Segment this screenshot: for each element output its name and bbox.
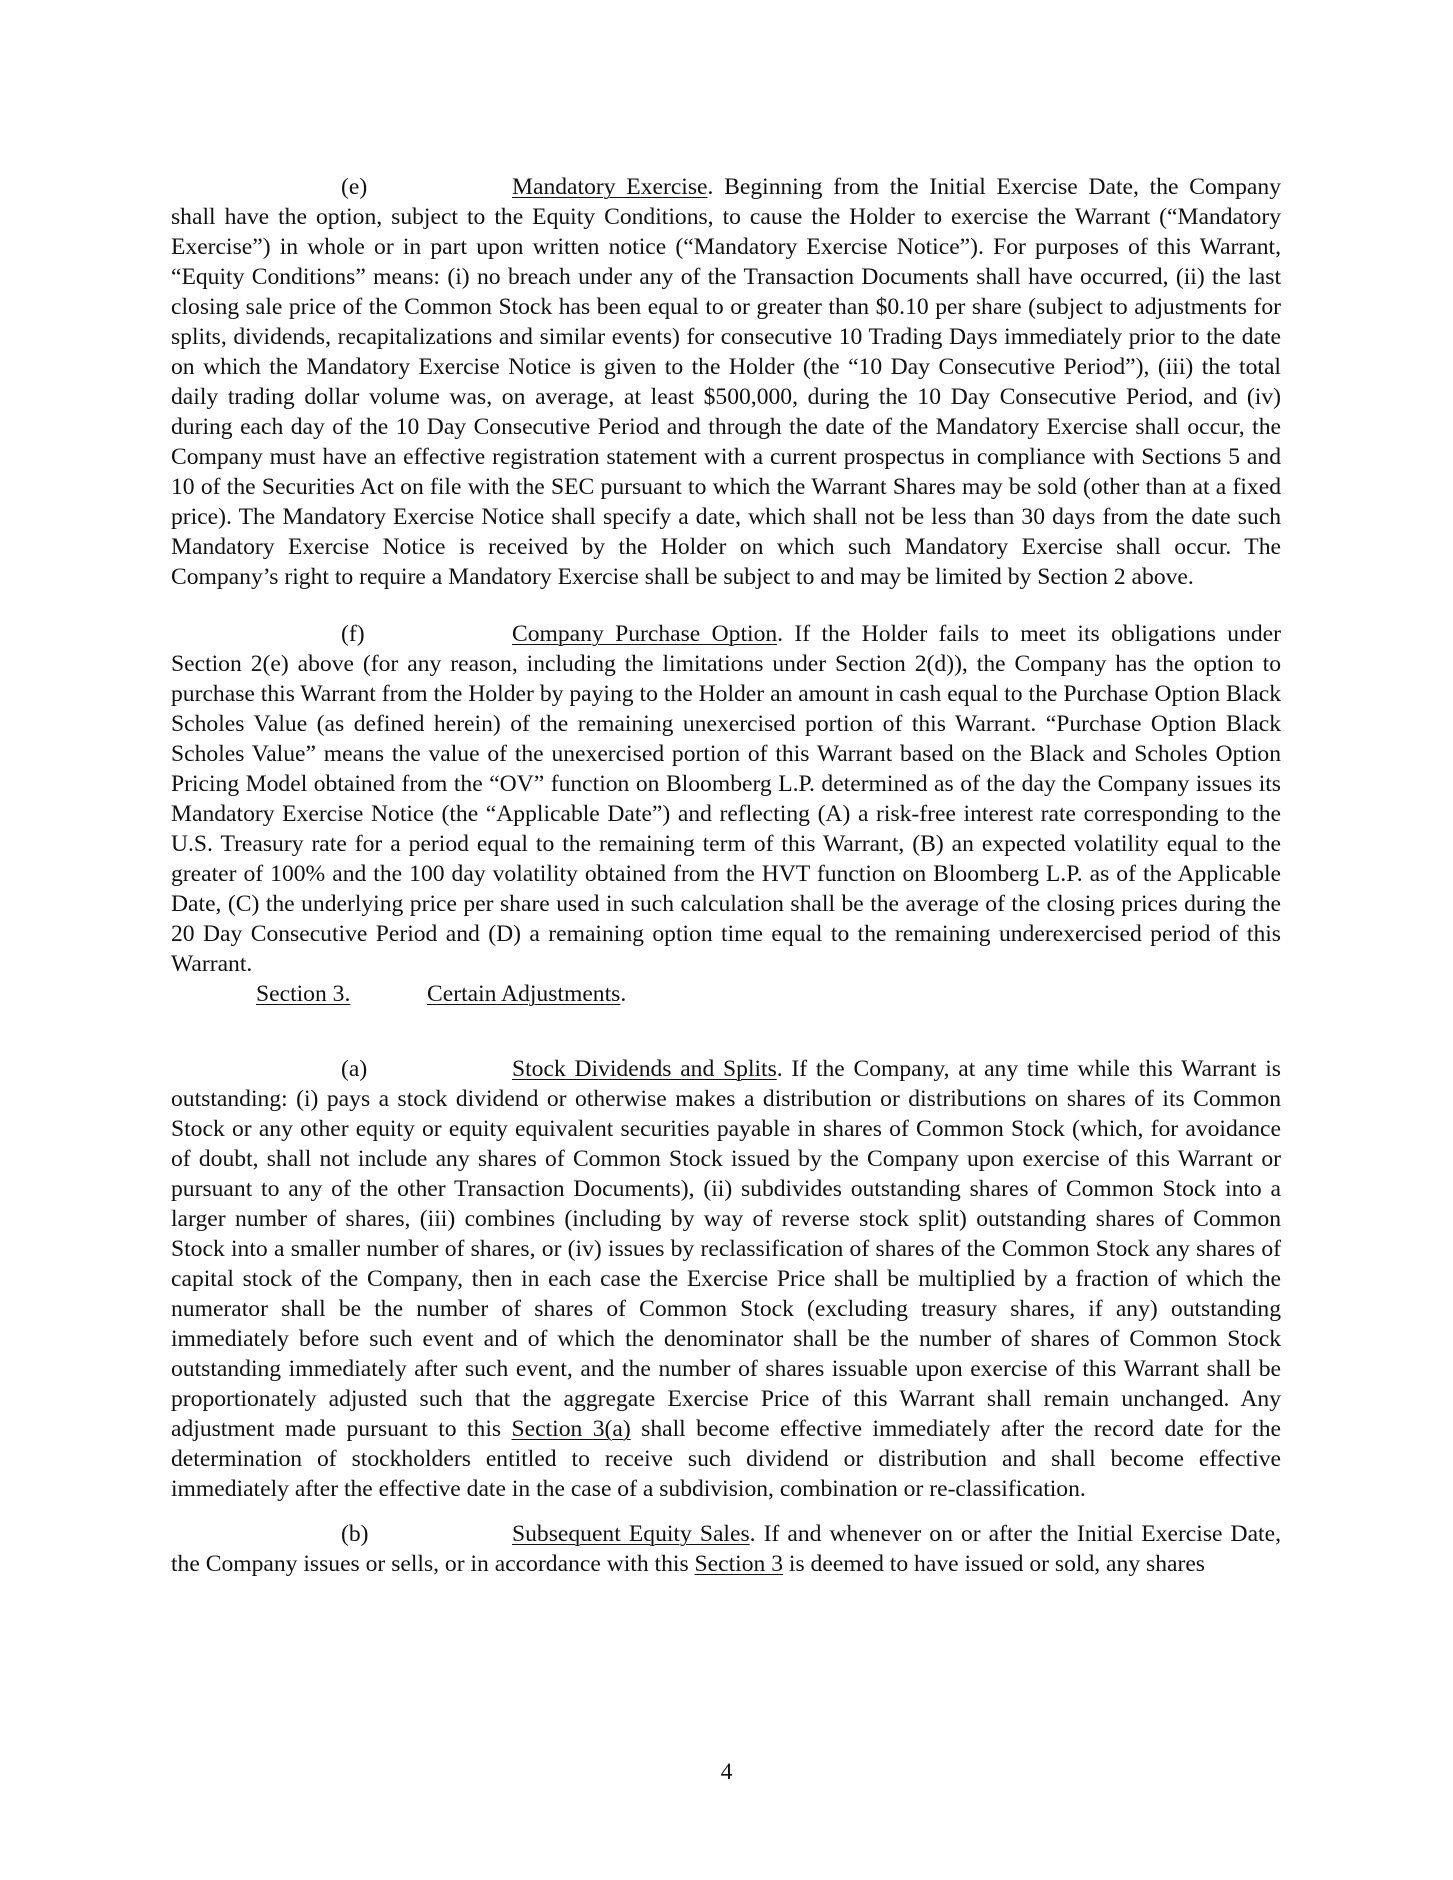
paragraph-company-purchase-option [171,619,1281,979]
section-3-reference: Section 3 [694,1551,784,1577]
subsequent-equity-text-2: is deemed to have issued or sold, any shares [783,1551,1205,1577]
paragraph-subsequent-equity-sales [171,1519,1281,1579]
heading-subsequent-equity-sales: Subsequent Equity Sales [512,1521,750,1547]
section-3a-reference: Section 3(a) [511,1416,631,1442]
heading-mandatory-exercise: Mandatory Exercise [512,174,708,200]
company-purchase-option-text: . If the Holder fails to meet its obligations under Section 2(e) above (for any reason, including the limitations under Section 2(d)), the Company has the option to purchase this Warrant from the Holder by paying to the Holder an amount in cash equal to the Purchase Option Black Scholes Value (as defined herein) of the remaining unexercised portion of this Warrant. “Purchase Option Black Scholes Value” means the value of the unexercised portion of this Warrant based on the Black and Scholes Option Pricing Model obtained from the “OV” function on Bloomberg L.P. determined as of the day the Company issues its Mandatory Exercise Notice (the “Applicable Date”) and reflecting (A) a risk-free interest rate corresponding to the U.S. Treasury rate for a period equal to the remaining term of this Warrant, (B) an expected volatility equal to the greater of 100% and the 100 day volatility obtained from the HVT function on Bloomberg L.P. as of the Applicable Date, (C) the underlying price per share used in such calculation shall be the average of the closing prices during the 20 Day Consecutive Period and (D) a remaining option time equal to the remaining underexercised period of this Warrant. [171,621,1281,977]
section-3-period: . [620,981,627,1007]
page-number: 4 [720,1759,733,1785]
enum-e: (e) [341,174,368,200]
enum-b: (b) [341,1521,369,1547]
heading-stock-dividends-splits: Stock Dividends and Splits [512,1056,777,1082]
stock-dividends-text-2: shall become effective immediately after the record date for the determination of stockholders entitled to receive such dividend or distribution and shall become effective immediately after the effective date in the case of a subdivision, combination or re-classification. [171,1416,1281,1502]
subsequent-equity-text-1: . If and whenever on or after the Initial Exercise Date, the Company issues or sells, or in accordance with this [171,1521,1281,1577]
stock-dividends-text-1: . If the Company, at any time while this Warrant is outstanding: (i) pays a stock dividend or otherwise makes a distribution or distributions on shares of its Common Stock or any other equity or equity equivalent securities payable in shares of Common Stock (which, for avoidance of doubt, shall not include any shares of Common Stock issued by the Company upon exercise of this Warrant or pursuant to any of the other Transaction Documents), (ii) subdivides outstanding shares of Common Stock into a larger number of shares, (iii) combines (including by way of reverse stock split) outstanding shares of Common Stock into a smaller number of shares, or (iv) issues by reclassification of shares of the Common Stock any shares of capital stock of the Company, then in each case the Exercise Price shall be multiplied by a fraction of which the numerator shall be the number of shares of Common Stock (excluding treasury shares, if any) outstanding immediately before such event and of which the denominator shall be the number of shares of Common Stock outstanding immediately after such event, and the number of shares issuable upon exercise of this Warrant shall be proportionately adjusted such that the aggregate Exercise Price of this Warrant shall remain unchanged. Any adjustment made pursuant to this [171,1056,1281,1442]
enum-a: (a) [341,1056,368,1082]
section-3-title: Certain Adjustments [427,981,621,1007]
mandatory-exercise-text: . Beginning from the Initial Exercise Date, the Company shall have the option, subject to the Equity Conditions, to cause the Holder to exercise the Warrant (“Mandatory Exercise”) in whole or in part upon written notice (“Mandatory Exercise Notice”). For purposes of this Warrant, “Equity Conditions” means: (i) no breach under any of the Transaction Documents shall have occurred, (ii) the last closing sale price of the Common Stock has been equal to or greater than $0.10 per share (subject to adjustments for splits, dividends, recapitalizations and similar events) for consecutive 10 Trading Days immediately prior to the date on which the Mandatory Exercise Notice is given to the Holder (the “10 Day Consecutive Period”), (iii) the total daily trading dollar volume was, on average, at least $500,000, during the 10 Day Consecutive Period, and (iv) during each day of the 10 Day Consecutive Period and through the date of the Mandatory Exercise shall occur, the Company must have an effective registration statement with a current prospectus in compliance with Sections 5 and 10 of the Securities Act on file with the SEC pursuant to which the Warrant Shares may be sold (other than at a fixed price). The Mandatory Exercise Notice shall specify a date, which shall not be less than 30 days from the date such Mandatory Exercise Notice is received by the Holder on which such Mandatory Exercise shall occur. The Company’s right to require a Mandatory Exercise shall be subject to and may be limited by Section 2 above. [171,174,1281,590]
heading-company-purchase-option: Company Purchase Option [512,621,778,647]
section-3-number: Section 3. [256,981,351,1007]
paragraph-stock-dividends-splits [171,1054,1281,1504]
section-3-heading [171,979,1281,1009]
enum-f: (f) [341,621,365,647]
paragraph-mandatory-exercise [171,172,1281,592]
document-body [171,172,1281,1579]
